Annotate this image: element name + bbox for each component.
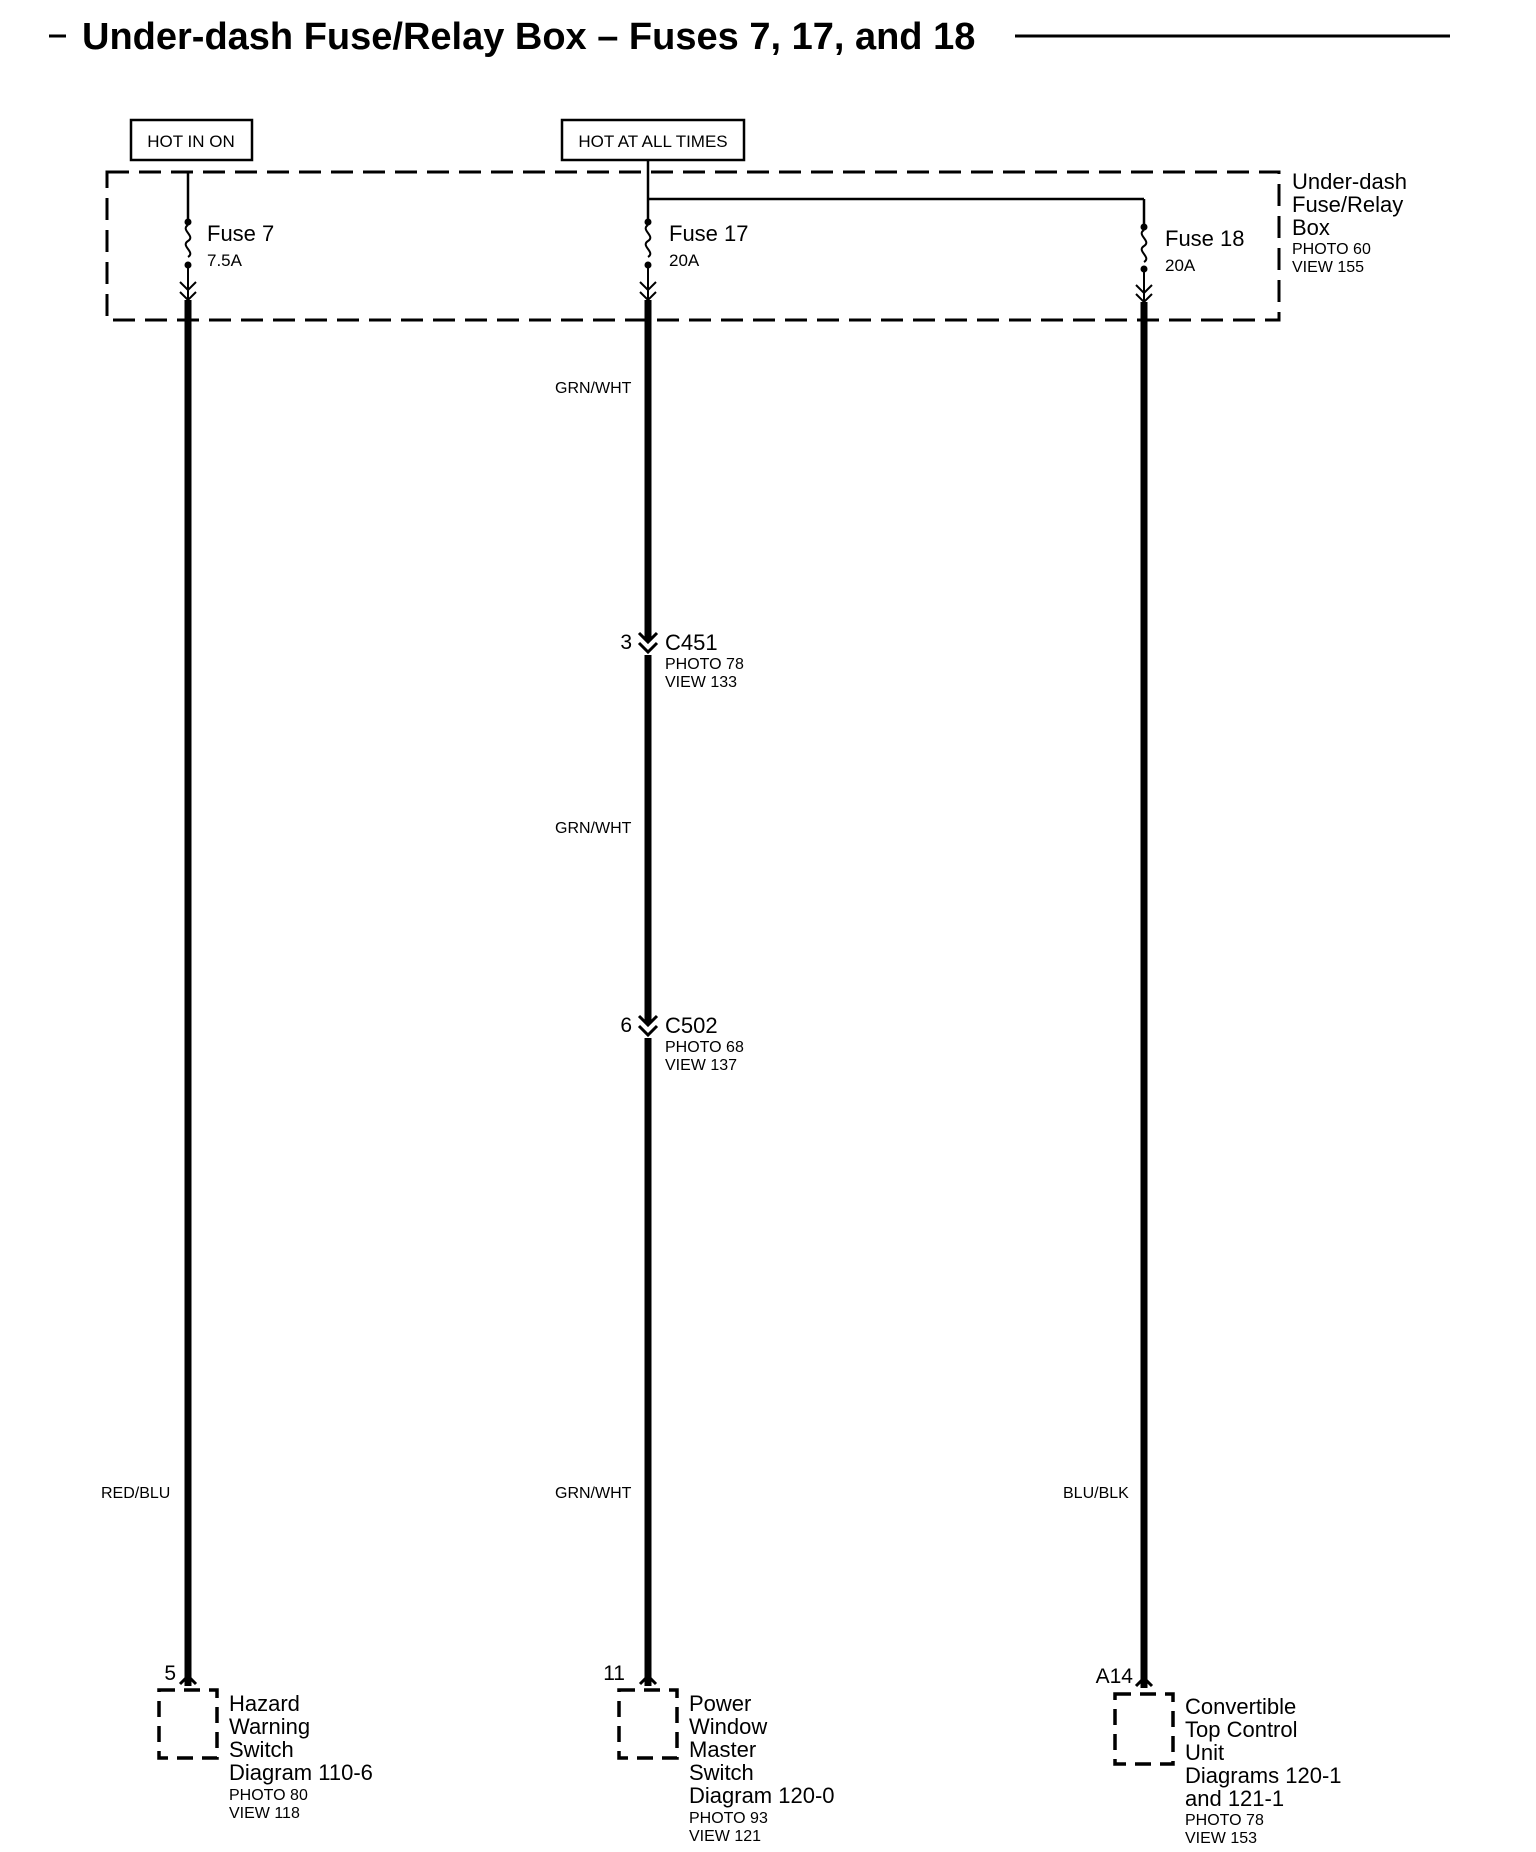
component-power-window-line-1: Power <box>689 1691 752 1716</box>
component-hazard-line-2: Warning <box>229 1714 311 1739</box>
component-power-window-line-5: Diagram 120-0 <box>689 1783 835 1808</box>
component-hazard-line-4: Diagram 110-6 <box>229 1760 373 1785</box>
component-convertible-photo: PHOTO 78 <box>1185 1812 1264 1829</box>
component-convertible-pin: A14 <box>1095 1665 1133 1688</box>
wire-color-center-mid: GRN/WHT <box>555 820 632 837</box>
connector-c451-view: VIEW 133 <box>665 674 738 691</box>
fuse-box-name-line-3: Box <box>1292 215 1330 240</box>
main-wires <box>188 300 1144 1688</box>
component-power-window-view: VIEW 121 <box>689 1828 762 1845</box>
wire-color-center-top: GRN/WHT <box>555 380 632 397</box>
component-convertible-top-control-unit <box>1096 1665 1342 1847</box>
component-convertible-line-4: Diagrams 120-1 <box>1185 1763 1342 1788</box>
component-power-window-photo: PHOTO 93 <box>689 1810 768 1827</box>
component-power-window-line-3: Master <box>689 1737 757 1762</box>
fuse-18 <box>1136 224 1245 303</box>
component-convertible-line-2: Top Control <box>1185 1717 1298 1742</box>
fuse-box-name-line-1: Under-dash <box>1292 169 1407 194</box>
connector-c502-name: C502 <box>665 1013 718 1038</box>
fuse-box-name-line-2: Fuse/Relay <box>1292 192 1404 217</box>
wire-color-center-bottom: GRN/WHT <box>555 1485 632 1502</box>
component-hazard-photo: PHOTO 80 <box>229 1787 308 1804</box>
component-convertible-line-3: Unit <box>1185 1740 1225 1765</box>
component-power-window-line-4: Switch <box>689 1760 754 1785</box>
title-text: Under-dash Fuse/Relay Box – Fuses 7, 17, and 18 <box>82 16 976 58</box>
feed-wires <box>188 160 1144 227</box>
connector-c502-view: VIEW 137 <box>665 1057 738 1074</box>
fuse-box-photo: PHOTO 60 <box>1292 241 1371 258</box>
wire-color-right: BLU/BLK <box>1063 1485 1129 1502</box>
component-hazard-line-1: Hazard <box>229 1691 300 1716</box>
component-convertible-line-5: and 121-1 <box>1185 1786 1285 1811</box>
component-hazard-line-3: Switch <box>229 1737 294 1762</box>
connector-c451-photo: PHOTO 78 <box>665 656 744 673</box>
connector-c502-pin: 6 <box>620 1014 632 1037</box>
fuse-box-label <box>1292 169 1407 276</box>
fuse-box-outline <box>107 172 1279 320</box>
component-power-window-line-2: Window <box>689 1714 768 1739</box>
component-convertible-line-1: Convertible <box>1185 1694 1297 1719</box>
wire-color-left: RED/BLU <box>101 1485 171 1502</box>
connector-c502-photo: PHOTO 68 <box>665 1039 744 1056</box>
component-hazard-view: VIEW 118 <box>229 1805 300 1822</box>
component-power-window-pin: 11 <box>603 1662 625 1685</box>
fuse-7-rating: 7.5A <box>207 251 242 270</box>
fuse-17-name: Fuse 17 <box>669 221 749 246</box>
fuse-7 <box>180 219 274 301</box>
fuse-box-view: VIEW 155 <box>1292 259 1365 276</box>
fuse-7-name: Fuse 7 <box>207 221 275 246</box>
component-convertible-view: VIEW 153 <box>1185 1830 1258 1847</box>
hot-at-all-times-label <box>562 120 744 160</box>
component-power-window-master-switch <box>603 1662 834 1845</box>
hot-in-on-label <box>131 120 252 160</box>
fuse-17-rating: 20A <box>669 251 700 270</box>
fuse-18-rating: 20A <box>1165 256 1196 275</box>
fuse-17 <box>640 219 749 301</box>
hot-in-on-text: HOT IN ON <box>147 132 235 151</box>
hot-at-all-times-text: HOT AT ALL TIMES <box>578 132 728 151</box>
connector-c451-name: C451 <box>665 630 718 655</box>
component-hazard-pin: 5 <box>164 1662 176 1685</box>
connector-c451 <box>620 630 744 691</box>
connector-c502 <box>620 1013 744 1074</box>
fuse-18-name: Fuse 18 <box>1165 226 1245 251</box>
diagram-title <box>49 16 1450 58</box>
connector-c451-pin: 3 <box>620 631 632 654</box>
